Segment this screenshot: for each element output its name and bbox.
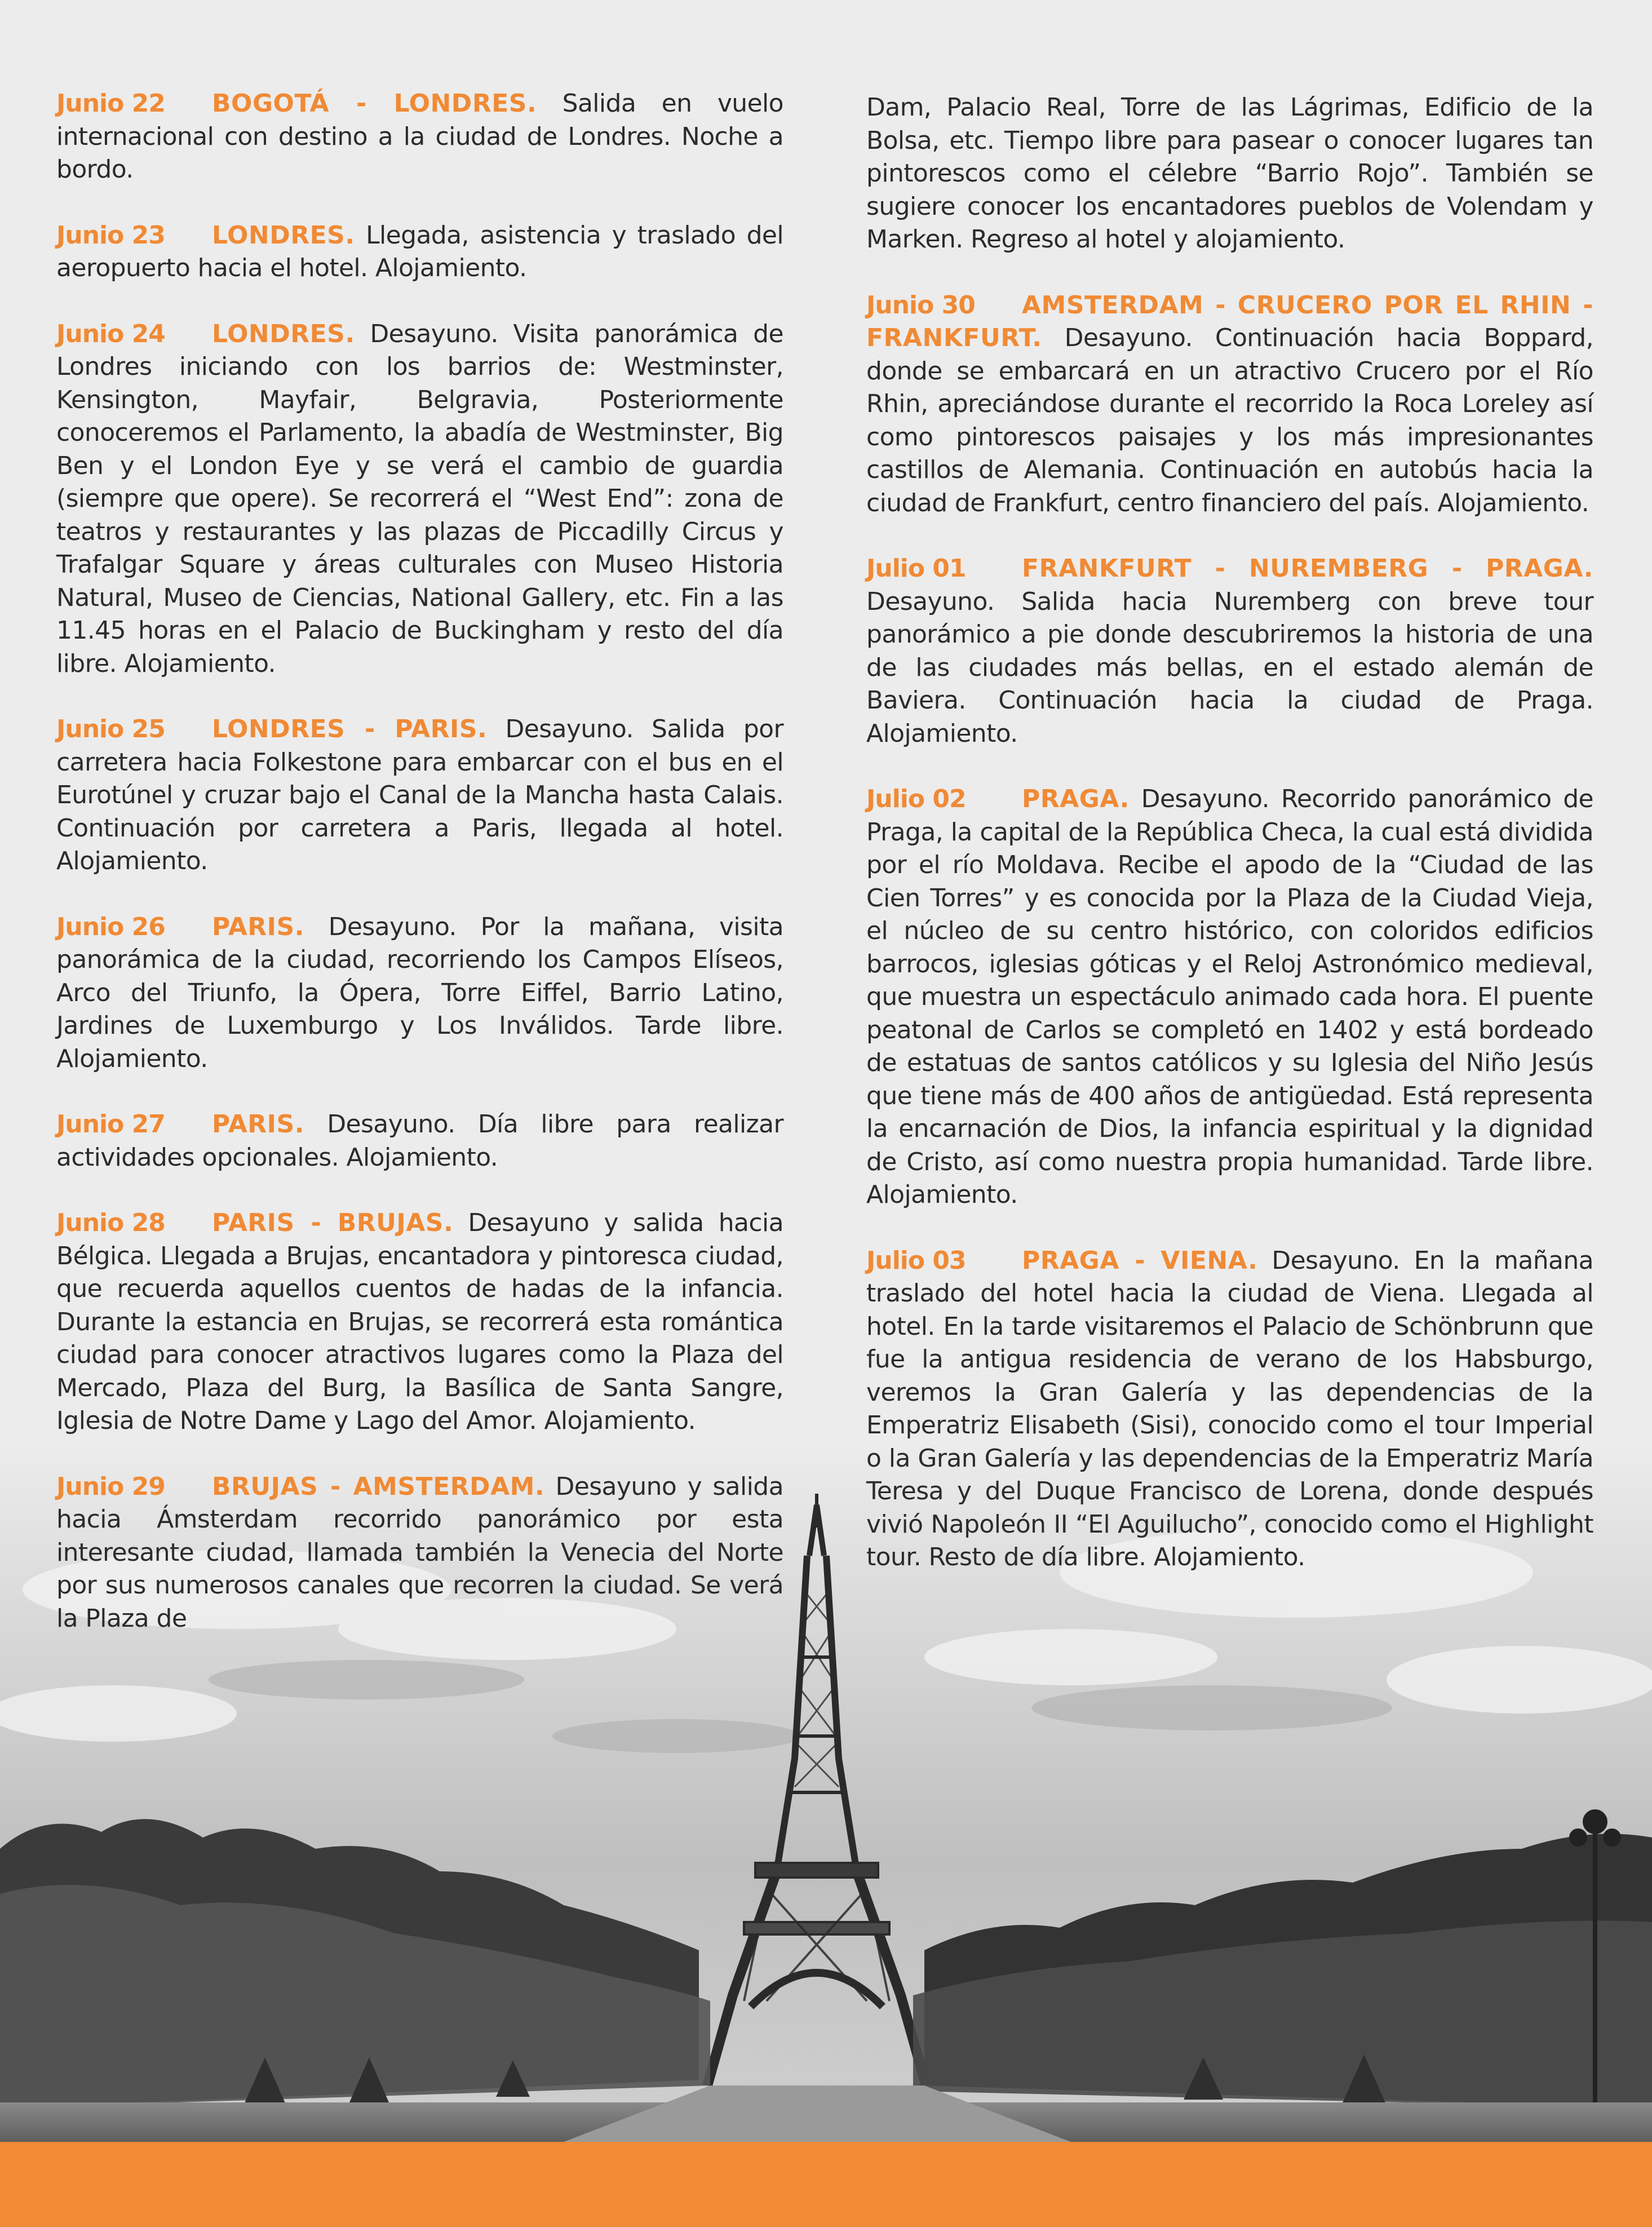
itinerary-entry [866,552,1593,750]
entry-title: PARIS. [212,912,304,941]
itinerary-entry [56,87,783,187]
entry-day: Junio 26 [56,912,165,941]
entry-title: LONDRES. [212,319,355,348]
entry-day: Junio 24 [56,319,165,348]
entry-text: Desayuno. Visita panorámica de Londres iniciando con los barrios de: Westminster, Kensington, Mayfair, Belgravia, Posteriormente conoceremos el Parlamento, la abadía de Westminster, Big Ben y el London Eye y se verá el cambio de guardia (siempre que opere). Se recorrerá el “West End”: zona de teatros y restaurantes y las plazas de Piccadilly Circus y Trafalgar Square y áreas culturales con Museo Historia Natural, Museo de Ciencias, National Gallery, etc. Fin a las 11.45 horas en el Palacio de Buckingham y resto del día libre. Alojamiento. [56,319,783,678]
itinerary-entry [56,1471,783,1636]
entry-text: Desayuno. En la mañana traslado del hotel hacia la ciudad de Viena. Llegada al hotel. En la tarde visitaremos el Palacio de Schönbrunn que fue la antigua residencia de verano de los Habsburgo, veremos la Gran Galería y las dependencias de la Emperatriz Elisabeth (Sisi), conocido como el tour Imperial o la Gran Galería y las dependencias de la Emperatriz María Teresa y del Duque Francisco de Lorena, donde después vivió Napoleón II “El Aguilucho”, conocido como el Highlight tour. Resto de día libre. Alojamiento. [866,1246,1593,1571]
entry-text: Desayuno y salida hacia Ámsterdam recorrido panorámico por esta interesante ciudad, llamada también la Venecia del Norte por sus numerosos canales que recorren la ciudad. Se verá la Plaza de [56,1472,783,1633]
entry-continuation-text: Dam, Palacio Real, Torre de las Lágrimas, Edificio de la Bolsa, etc. Tiempo libre para pasear o conocer lugares tan pintorescos como el célebre “Barrio Rojo”. También se sugiere conocer los encantadores pueblos de Volendam y Marken. Regreso al hotel y alojamiento. [866,93,1593,254]
itinerary-entry [56,713,783,878]
entry-day: Julio 02 [866,785,966,813]
footer-orange-band [0,2142,1652,2227]
entry-day: Junio 22 [56,89,165,118]
entry-text: Desayuno. Por la mañana, visita panorámica de la ciudad, recorriendo los Campos Elíseos, Arco del Triunfo, la Ópera, Torre Eiffel, Barrio Latino, Jardines de Luxemburgo y Los Inválidos. Tarde libre. Alojamiento. [56,912,783,1073]
itinerary-entry [56,1108,783,1174]
itinerary-column-right [866,91,1593,1607]
entry-title: BRUJAS - AMSTERDAM. [212,1472,545,1501]
entry-title: AMSTERDAM - CRUCERO POR EL RHIN - FRANKFURT. [866,290,1593,352]
entry-text: Desayuno. Continuación hacia Boppard, donde se embarcará en un atractivo Crucero por el Río Rhin, apreciándose durante el recorrido la Roca Loreley así como pintorescos paisajes y los más impresionantes castillos de Alemania. Continuación en autobús hacia la ciudad de Frankfurt, centro financiero del país. Alojamiento. [866,324,1593,517]
itinerary-column-left [56,87,783,1668]
entry-text: Desayuno. Día libre para realizar actividades opcionales. Alojamiento. [56,1110,783,1172]
entry-title: PARIS. [212,1110,304,1139]
entry-text: Salida en vuelo internacional con destino a la ciudad de Londres. Noche a bordo. [56,89,784,184]
entry-day: Junio 25 [56,715,165,743]
itinerary-entry [56,318,783,681]
entry-text: Llegada, asistencia y traslado del aeropuerto hacia el hotel. Alojamiento. [56,220,783,282]
entry-text: Desayuno. Salida por carretera hacia Folkestone para embarcar con el bus en el Eurotúnel y cruzar bajo el Canal de la Mancha hasta Calais. Continuación por carretera a Paris, llegada al hotel. Alojamiento. [56,715,783,875]
entry-day: Junio 23 [56,220,165,250]
itinerary-entry [866,289,1593,520]
entry-title: PARIS - BRUJAS. [212,1208,454,1237]
entry-day: Junio 27 [56,1110,165,1139]
itinerary-entry [866,783,1593,1212]
itinerary-entry [56,911,783,1076]
entry-title: BOGOTÁ - LONDRES. [212,89,537,118]
entry-day: Julio 03 [866,1246,966,1275]
entry-title: PRAGA - VIENA. [1022,1246,1258,1275]
entry-text: Desayuno y salida hacia Bélgica. Llegada a Brujas, encantadora y pintoresca ciudad, que recuerda aquellos cuentos de hadas de la infancia. Durante la estancia en Brujas, se recorrerá esta romántica ciudad para conocer atractivos lugares como la Plaza del Mercado, Plaza del Burg, la Basílica de Santa Sangre, Iglesia de Notre Dame y Lago del Amor. Alojamiento. [56,1208,783,1435]
entry-title: LONDRES. [212,220,355,250]
itinerary-entry [56,1207,783,1438]
entry-title: FRANKFURT - NUREMBERG - PRAGA. [1022,554,1593,583]
entry-day: Junio 29 [56,1472,165,1501]
entry-text: Desayuno. Recorrido panorámico de Praga, la capital de la República Checa, la cual está dividida por el río Moldava. Recibe el apodo de la “Ciudad de las Cien Torres” y es conocida por la Plaza de la Ciudad Vieja, el núcleo de su centro histórico, con coloridos edificios barrocos, iglesias góticas y el Reloj Astronómico medieval, que muestra un espectáculo animado cada hora. El puente peatonal de Carlos se completó en 1402 y está bordeado de estatuas de santos católicos y su Iglesia del Niño Jesús que tiene más de 400 años de antigüedad. Está representa la encarnación de Dios, la infancia espiritual y la dignidad de Cristo, así como nuestra propia humanidad. Tarde libre. Alojamiento. [866,785,1593,1209]
entry-title: PRAGA. [1022,785,1130,813]
entry-text: Desayuno. Salida hacia Nuremberg con breve tour panorámico a pie donde descubriremos la historia de una de las ciudades más bellas, en el estado alemán de Baviera. Continuación hacia la ciudad de Praga. Alojamiento. [866,587,1593,748]
entry-day: Junio 28 [56,1208,165,1237]
entry-day: Julio 01 [866,554,966,583]
itinerary-entry [56,219,783,285]
entry-title: LONDRES - PARIS. [212,715,488,743]
itinerary-entry [866,1245,1593,1574]
entry-day: Junio 30 [866,290,975,320]
